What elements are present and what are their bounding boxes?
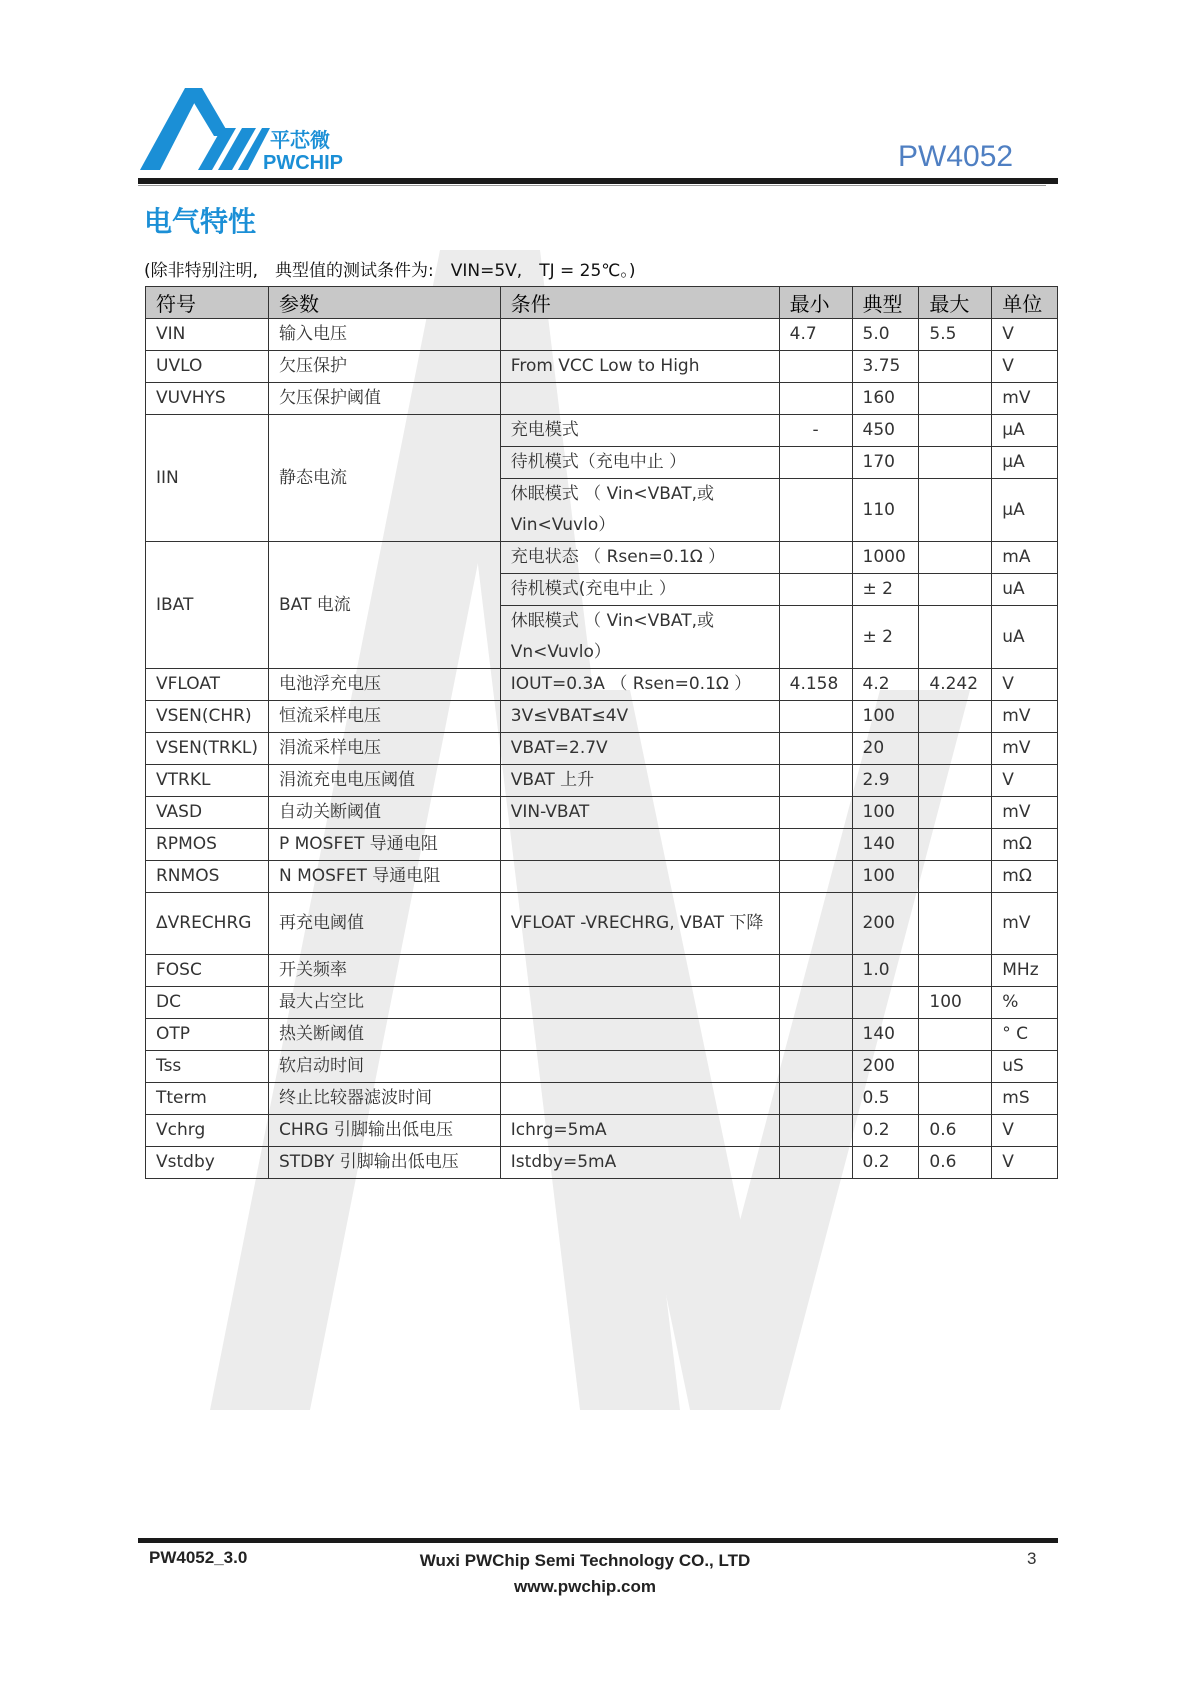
cell-max [919, 701, 992, 733]
cell-parameter: 涓流采样电压 [268, 733, 500, 765]
cell-min [779, 606, 852, 669]
table-row [146, 765, 1058, 797]
table-row [146, 542, 1058, 574]
cell-condition: 待机模式（充电中止 ） [500, 447, 779, 479]
table-row [146, 733, 1058, 765]
page-number: 3 [1027, 1549, 1037, 1568]
table-row [146, 415, 1058, 447]
section-title: 电气特性 [144, 205, 257, 238]
cell-min: 4.158 [779, 669, 852, 701]
cell-symbol: VTRKL [146, 765, 269, 797]
footer-company-block [395, 1548, 775, 1600]
cell-parameter: BAT 电流 [268, 542, 500, 669]
cell-min [779, 1083, 852, 1115]
cell-condition: VBAT 上升 [500, 765, 779, 797]
table-row [146, 829, 1058, 861]
cell-min: 4.7 [779, 319, 852, 351]
cell-max [919, 415, 992, 447]
cell-typ: 5.0 [852, 319, 919, 351]
cell-max [919, 893, 992, 955]
cell-max [919, 574, 992, 606]
table-row [146, 383, 1058, 415]
cell-min [779, 701, 852, 733]
cell-parameter: 开关频率 [268, 955, 500, 987]
cell-condition: Istdby=5mA [500, 1147, 779, 1179]
cell-typ: 200 [852, 893, 919, 955]
cell-parameter: 终止比较器滤波时间 [268, 1083, 500, 1115]
cell-min [779, 893, 852, 955]
cell-unit: V [992, 1147, 1058, 1179]
cell-min [779, 829, 852, 861]
cell-max [919, 447, 992, 479]
cell-symbol: VSEN(TRKL) [146, 733, 269, 765]
cell-condition [500, 955, 779, 987]
table-header-row [146, 287, 1058, 319]
cell-condition: 3V≤VBAT≤4V [500, 701, 779, 733]
cell-parameter: STDBY 引脚输出低电压 [268, 1147, 500, 1179]
header-rule-thin [138, 185, 1046, 186]
cell-symbol: RPMOS [146, 829, 269, 861]
cell-unit: mΩ [992, 861, 1058, 893]
cell-unit: mA [992, 542, 1058, 574]
cell-max [919, 383, 992, 415]
cell-unit: mV [992, 701, 1058, 733]
cell-unit: μA [992, 447, 1058, 479]
cell-parameter: 软启动时间 [268, 1051, 500, 1083]
cell-unit: mS [992, 1083, 1058, 1115]
cell-condition: 待机模式(充电中止 ） [500, 574, 779, 606]
cell-symbol: Vstdby [146, 1147, 269, 1179]
cell-unit: mV [992, 893, 1058, 955]
cell-symbol: IBAT [146, 542, 269, 669]
cell-max [919, 765, 992, 797]
cell-condition: Ichrg=5mA [500, 1115, 779, 1147]
cell-min [779, 351, 852, 383]
cell-condition: 充电模式 [500, 415, 779, 447]
cell-condition: VFLOAT -VRECHRG, VBAT 下降 [500, 893, 779, 955]
cell-condition [500, 1051, 779, 1083]
logo-english-name: PWCHIP [263, 152, 343, 174]
footer-rule [138, 1538, 1058, 1543]
cell-typ: 160 [852, 383, 919, 415]
cell-max [919, 606, 992, 669]
header-parameter: 参数 [268, 287, 500, 319]
header-symbol: 符号 [146, 287, 269, 319]
cell-max [919, 1019, 992, 1051]
cell-typ [852, 987, 919, 1019]
part-number: PW4052 [898, 140, 1014, 173]
table-row [146, 701, 1058, 733]
cell-condition [500, 383, 779, 415]
cell-min [779, 1019, 852, 1051]
cell-condition [500, 1083, 779, 1115]
table-row [146, 669, 1058, 701]
cell-max [919, 479, 992, 542]
table-row [146, 1115, 1058, 1147]
table-row [146, 987, 1058, 1019]
cell-typ: 20 [852, 733, 919, 765]
cell-typ: 140 [852, 829, 919, 861]
cell-condition: 充电状态 （ Rsen=0.1Ω ） [500, 542, 779, 574]
cell-max: 100 [919, 987, 992, 1019]
cell-parameter: N MOSFET 导通电阻 [268, 861, 500, 893]
cell-parameter: 最大占空比 [268, 987, 500, 1019]
cell-symbol: VFLOAT [146, 669, 269, 701]
cell-min [779, 733, 852, 765]
cell-unit: V [992, 1115, 1058, 1147]
cell-unit: % [992, 987, 1058, 1019]
cell-typ: 110 [852, 479, 919, 542]
cell-symbol: RNMOS [146, 861, 269, 893]
cell-condition: 休眠模式 （ Vin<VBAT,或Vn<Vuvlo） [500, 606, 779, 669]
cell-symbol: Tss [146, 1051, 269, 1083]
cell-typ: 0.5 [852, 1083, 919, 1115]
cell-parameter: 欠压保护 [268, 351, 500, 383]
table-row [146, 861, 1058, 893]
table-row [146, 1083, 1058, 1115]
cell-unit: V [992, 765, 1058, 797]
cell-unit: ° C [992, 1019, 1058, 1051]
cell-max [919, 1051, 992, 1083]
cell-unit: μA [992, 415, 1058, 447]
cell-unit: V [992, 351, 1058, 383]
cell-max [919, 829, 992, 861]
cell-symbol: ΔVRECHRG [146, 893, 269, 955]
cell-typ: 100 [852, 797, 919, 829]
table-row [146, 1019, 1058, 1051]
cell-min [779, 1051, 852, 1083]
cell-symbol: Vchrg [146, 1115, 269, 1147]
cell-typ: 200 [852, 1051, 919, 1083]
header-rule [138, 178, 1058, 184]
cell-typ: ± 2 [852, 574, 919, 606]
table-row [146, 893, 1058, 955]
cell-symbol: VSEN(CHR) [146, 701, 269, 733]
header-condition: 条件 [500, 287, 779, 319]
cell-unit: mV [992, 383, 1058, 415]
cell-condition [500, 1019, 779, 1051]
cell-symbol: VUVHYS [146, 383, 269, 415]
cell-max [919, 733, 992, 765]
cell-typ: 1000 [852, 542, 919, 574]
cell-min [779, 447, 852, 479]
cell-parameter: 热关断阈值 [268, 1019, 500, 1051]
cell-min [779, 765, 852, 797]
header-unit: 单位 [992, 287, 1058, 319]
company-name: Wuxi PWChip Semi Technology CO., LTD [419, 1551, 751, 1570]
cell-parameter: 涓流充电电压阈值 [268, 765, 500, 797]
cell-max: 5.5 [919, 319, 992, 351]
cell-symbol: FOSC [146, 955, 269, 987]
table-row [146, 351, 1058, 383]
cell-parameter: 再充电阈值 [268, 893, 500, 955]
cell-unit: MHz [992, 955, 1058, 987]
header-min: 最小 [779, 287, 852, 319]
cell-min [779, 955, 852, 987]
header-max: 最大 [919, 287, 992, 319]
cell-typ: 140 [852, 1019, 919, 1051]
cell-symbol: Tterm [146, 1083, 269, 1115]
cell-condition [500, 987, 779, 1019]
cell-symbol: VASD [146, 797, 269, 829]
cell-min [779, 574, 852, 606]
cell-max: 4.242 [919, 669, 992, 701]
cell-max [919, 351, 992, 383]
cell-condition [500, 829, 779, 861]
cell-parameter: 自动关断阈值 [268, 797, 500, 829]
cell-unit: mV [992, 797, 1058, 829]
cell-max: 0.6 [919, 1115, 992, 1147]
cell-condition [500, 861, 779, 893]
cell-typ: 100 [852, 701, 919, 733]
table-row [146, 319, 1058, 351]
cell-min [779, 1147, 852, 1179]
cell-symbol: VIN [146, 319, 269, 351]
cell-symbol: IIN [146, 415, 269, 542]
header-typ: 典型 [852, 287, 919, 319]
cell-condition [500, 319, 779, 351]
cell-typ: ± 2 [852, 606, 919, 669]
cell-min [779, 1115, 852, 1147]
cell-condition: From VCC Low to High [500, 351, 779, 383]
cell-min: - [779, 415, 852, 447]
cell-min [779, 987, 852, 1019]
company-website: www.pwchip.com [514, 1577, 656, 1596]
test-conditions-note: (除非特别注明, 典型值的测试条件为: VIN=5V, TJ = 25℃。) [144, 261, 636, 281]
cell-typ: 100 [852, 861, 919, 893]
cell-parameter: P MOSFET 导通电阻 [268, 829, 500, 861]
cell-typ: 170 [852, 447, 919, 479]
cell-unit: uS [992, 1051, 1058, 1083]
cell-min [779, 383, 852, 415]
cell-condition: 休眠模式 （ Vin<VBAT,或Vin<Vuvlo） [500, 479, 779, 542]
cell-unit: mV [992, 733, 1058, 765]
table-row [146, 797, 1058, 829]
cell-max [919, 542, 992, 574]
cell-max: 0.6 [919, 1147, 992, 1179]
cell-unit: uA [992, 606, 1058, 669]
cell-symbol: OTP [146, 1019, 269, 1051]
cell-unit: μA [992, 479, 1058, 542]
cell-symbol: UVLO [146, 351, 269, 383]
cell-parameter: 电池浮充电压 [268, 669, 500, 701]
cell-condition: VBAT=2.7V [500, 733, 779, 765]
cell-unit: V [992, 669, 1058, 701]
cell-min [779, 542, 852, 574]
cell-symbol: DC [146, 987, 269, 1019]
electrical-characteristics-table [145, 286, 1058, 1179]
cell-min [779, 797, 852, 829]
cell-parameter: 静态电流 [268, 415, 500, 542]
cell-max [919, 955, 992, 987]
cell-parameter: CHRG 引脚输出低电压 [268, 1115, 500, 1147]
cell-max [919, 797, 992, 829]
cell-min [779, 479, 852, 542]
cell-min [779, 861, 852, 893]
cell-typ: 0.2 [852, 1115, 919, 1147]
cell-condition: VIN-VBAT [500, 797, 779, 829]
cell-typ: 0.2 [852, 1147, 919, 1179]
cell-max [919, 861, 992, 893]
table-row [146, 1147, 1058, 1179]
cell-parameter: 欠压保护阈值 [268, 383, 500, 415]
cell-typ: 2.9 [852, 765, 919, 797]
cell-unit: uA [992, 574, 1058, 606]
cell-typ: 1.0 [852, 955, 919, 987]
cell-max [919, 1083, 992, 1115]
cell-typ: 3.75 [852, 351, 919, 383]
cell-unit: V [992, 319, 1058, 351]
logo-chinese-name: 平芯微 [270, 128, 330, 152]
cell-parameter: 恒流采样电压 [268, 701, 500, 733]
table-row [146, 1051, 1058, 1083]
cell-condition: IOUT=0.3A （ Rsen=0.1Ω ） [500, 669, 779, 701]
document-version: PW4052_3.0 [149, 1548, 248, 1567]
cell-typ: 450 [852, 415, 919, 447]
cell-unit: mΩ [992, 829, 1058, 861]
cell-typ: 4.2 [852, 669, 919, 701]
cell-parameter: 输入电压 [268, 319, 500, 351]
table-row [146, 955, 1058, 987]
